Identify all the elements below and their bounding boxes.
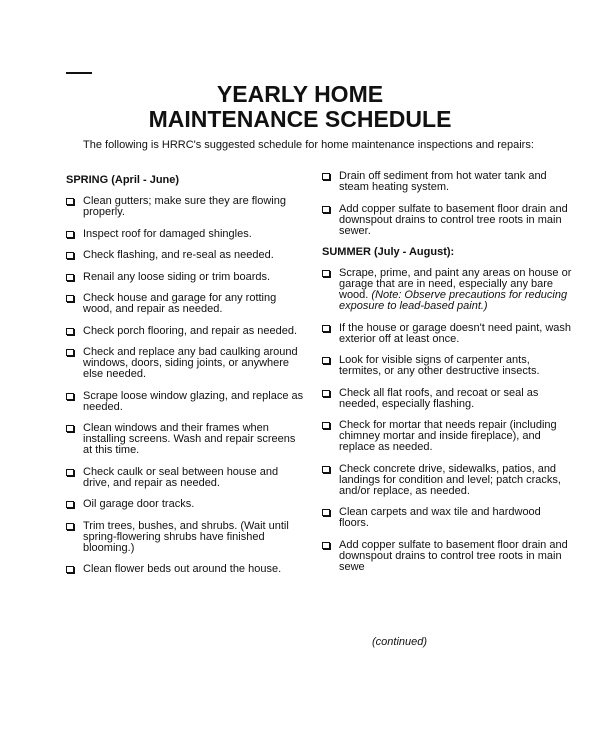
item-text bbox=[339, 323, 572, 345]
item-label: Check concrete drive, sidewalks, patios, and landings for condition and level; patch cracks, and/or replace, as needed. bbox=[339, 462, 561, 497]
intro-paragraph: The following is HRRC's suggested schedule for home maintenance inspections and repairs: bbox=[83, 139, 534, 151]
checklist-item bbox=[322, 464, 572, 497]
checkbox-icon[interactable] bbox=[66, 425, 74, 432]
item-text bbox=[83, 564, 306, 575]
checkbox-icon[interactable] bbox=[322, 466, 330, 473]
checkbox-icon[interactable] bbox=[322, 509, 330, 516]
item-label: Check all flat roofs, and recoat or seal as needed, especially flashing. bbox=[339, 386, 539, 410]
checkbox-icon[interactable] bbox=[66, 328, 74, 335]
item-label: Renail any loose siding or trim boards. bbox=[83, 270, 271, 283]
left-column bbox=[66, 175, 306, 586]
item-text bbox=[339, 388, 572, 410]
checklist-item bbox=[322, 388, 572, 410]
item-text bbox=[83, 196, 306, 218]
checkbox-icon[interactable] bbox=[322, 357, 330, 364]
item-text bbox=[83, 521, 306, 554]
item-label: Scrape loose window glazing, and replace as needed. bbox=[83, 389, 304, 413]
item-label: Look for visible signs of carpenter ants, termites, or any other destructive insects. bbox=[339, 354, 540, 377]
title-line-1: YEARLY HOME bbox=[216, 81, 384, 107]
item-label: Check and replace any bad caulking around windows, doors, siding joints, or anywhere else needed. bbox=[83, 346, 298, 380]
title-line-2: MAINTENANCE SCHEDULE bbox=[148, 106, 452, 132]
checkbox-icon[interactable] bbox=[322, 390, 330, 397]
item-label: Inspect roof for damaged shingles. bbox=[83, 227, 252, 240]
checkbox-icon[interactable] bbox=[66, 501, 74, 508]
item-label: Check flashing, and re-seal as needed. bbox=[83, 249, 274, 261]
checkbox-icon[interactable] bbox=[322, 173, 330, 180]
item-text bbox=[83, 467, 306, 489]
checklist-item bbox=[66, 423, 306, 456]
item-text bbox=[339, 420, 572, 453]
checkbox-icon[interactable] bbox=[66, 274, 74, 281]
item-text bbox=[339, 204, 572, 237]
item-label: Clean carpets and wax tile and hardwood floors. bbox=[339, 506, 541, 529]
checklist-item bbox=[66, 196, 306, 218]
checklist-item bbox=[66, 272, 306, 283]
checkbox-icon[interactable] bbox=[322, 422, 330, 429]
checkbox-icon[interactable] bbox=[322, 325, 330, 332]
checklist-item bbox=[322, 268, 572, 312]
spring-heading: SPRING (April - June) bbox=[66, 174, 180, 186]
checklist-item bbox=[66, 564, 306, 575]
checkbox-icon[interactable] bbox=[66, 295, 74, 302]
item-label: Check for mortar that needs repair (including chimney mortar and inside fireplace), and replace as needed. bbox=[339, 419, 557, 453]
checklist-item bbox=[322, 355, 572, 377]
item-label: Drain off sediment from hot water tank and steam heating system. bbox=[339, 170, 547, 193]
item-text bbox=[83, 326, 306, 337]
checklist-item bbox=[66, 499, 306, 510]
checklist-item bbox=[322, 204, 572, 237]
item-text bbox=[83, 229, 306, 240]
right-column bbox=[322, 171, 572, 583]
checklist-item bbox=[322, 420, 572, 453]
item-label: Check caulk or seal between house and drive, and repair as needed. bbox=[83, 465, 279, 489]
item-text bbox=[339, 464, 572, 497]
item-label: Clean gutters; make sure they are flowing properly. bbox=[83, 195, 286, 218]
checkbox-icon[interactable] bbox=[66, 252, 74, 259]
summer-heading: SUMMER (July - August): bbox=[322, 246, 455, 258]
item-text bbox=[83, 423, 306, 456]
checklist-item bbox=[322, 507, 572, 529]
checklist-item bbox=[322, 171, 572, 193]
checklist-item bbox=[322, 323, 572, 345]
item-label: Scrape, prime, and paint any areas on house or garage that are in need, especially any bare wood. bbox=[339, 267, 572, 301]
checklist-item bbox=[66, 229, 306, 240]
item-label: Add copper sulfate to basement floor drain and downspout drains to control tree roots in main sewer. bbox=[339, 202, 568, 237]
checkbox-icon[interactable] bbox=[66, 198, 74, 205]
continued-note: (continued) bbox=[372, 636, 428, 648]
checkbox-icon[interactable] bbox=[66, 231, 74, 238]
checkbox-icon[interactable] bbox=[322, 206, 330, 213]
item-text bbox=[339, 268, 572, 312]
item-label: Check porch flooring, and repair as needed. bbox=[83, 324, 298, 337]
item-text bbox=[83, 293, 306, 315]
item-text bbox=[83, 499, 306, 510]
checkbox-icon[interactable] bbox=[322, 542, 330, 549]
checklist-item bbox=[66, 391, 306, 413]
checklist-item bbox=[322, 540, 572, 573]
item-label: Check house and garage for any rotting wood, and repair as needed. bbox=[83, 292, 277, 315]
item-text bbox=[339, 507, 572, 529]
checkbox-icon[interactable] bbox=[66, 349, 74, 356]
checkbox-icon[interactable] bbox=[66, 566, 74, 573]
checklist-item bbox=[66, 347, 306, 380]
item-label: If the house or garage doesn't need paint, wash exterior off at least once. bbox=[339, 321, 572, 345]
item-text bbox=[83, 347, 306, 380]
checkbox-icon[interactable] bbox=[66, 393, 74, 400]
item-text bbox=[83, 250, 306, 261]
item-label: Trim trees, bushes, and shrubs. (Wait until spring-flowering shrubs have finished blooming.) bbox=[83, 519, 289, 554]
checklist-item bbox=[66, 293, 306, 315]
item-text bbox=[83, 391, 306, 413]
item-label: Add copper sulfate to basement floor drain and downspout drains to control tree roots in main sewe bbox=[339, 538, 568, 573]
item-text bbox=[83, 272, 306, 283]
item-label: Clean windows and their frames when installing screens. Wash and repair screens at this time. bbox=[83, 422, 296, 456]
item-text bbox=[339, 171, 572, 193]
header-rule bbox=[66, 72, 92, 74]
item-label: Oil garage door tracks. bbox=[83, 498, 195, 510]
checklist-item bbox=[66, 250, 306, 261]
item-text bbox=[339, 540, 572, 573]
document-title bbox=[0, 82, 600, 132]
item-label: Clean flower beds out around the house. bbox=[83, 563, 282, 575]
item-text bbox=[339, 355, 572, 377]
checkbox-icon[interactable] bbox=[322, 270, 330, 277]
checkbox-icon[interactable] bbox=[66, 523, 74, 530]
checklist-item bbox=[66, 467, 306, 489]
checkbox-icon[interactable] bbox=[66, 469, 74, 476]
checklist-item bbox=[66, 326, 306, 337]
checklist-item bbox=[66, 521, 306, 554]
item-note: (Note: Observe precautions for reducing exposure to lead-based paint.) bbox=[339, 289, 568, 312]
